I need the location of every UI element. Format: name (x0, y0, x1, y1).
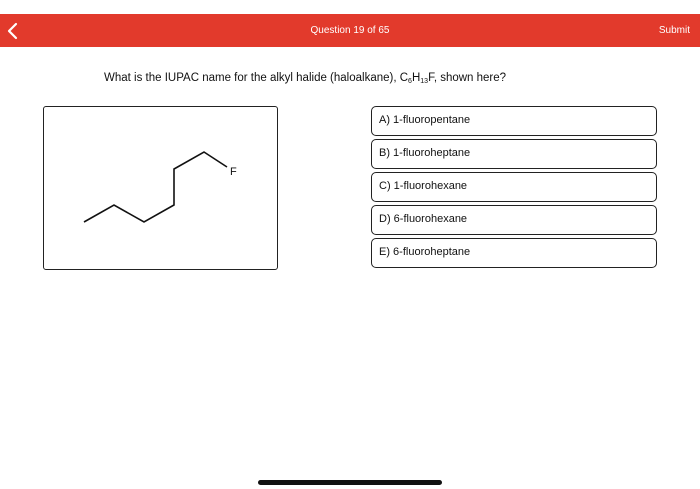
answer-option-label: D) 6-fluorohexane (379, 213, 468, 225)
fluorine-label: F (230, 166, 237, 178)
skeletal-structure-diagram (44, 107, 276, 268)
structure-image (43, 106, 278, 270)
carbon-count: 6 (408, 78, 412, 85)
answer-option-label: E) 6-fluoroheptane (379, 246, 471, 258)
answer-option-d[interactable] (371, 205, 657, 235)
question-counter: Question 19 of 65 (310, 25, 390, 36)
status-bar (0, 0, 700, 14)
answer-option-c[interactable] (371, 172, 657, 202)
question-prompt (104, 72, 506, 85)
question-prefix: What is the IUPAC name for the alkyl halide (haloalkane), C (104, 72, 409, 84)
hydrogen-count: 13 (420, 78, 429, 85)
answer-option-label: A) 1-fluoropentane (379, 114, 471, 126)
answer-option-a[interactable] (371, 106, 657, 136)
answer-option-b[interactable] (371, 139, 657, 169)
carbon-chain (84, 152, 227, 222)
question-suffix: F, shown here? (428, 72, 507, 84)
answer-option-label: B) 1-fluoroheptane (379, 147, 471, 159)
home-indicator[interactable] (258, 480, 442, 485)
answer-option-e[interactable] (371, 238, 657, 268)
hydrogen-symbol: H (411, 72, 421, 84)
top-bar (0, 14, 700, 47)
answer-option-label: C) 1-fluorohexane (379, 180, 468, 192)
submit-button[interactable]: Submit (658, 25, 690, 36)
